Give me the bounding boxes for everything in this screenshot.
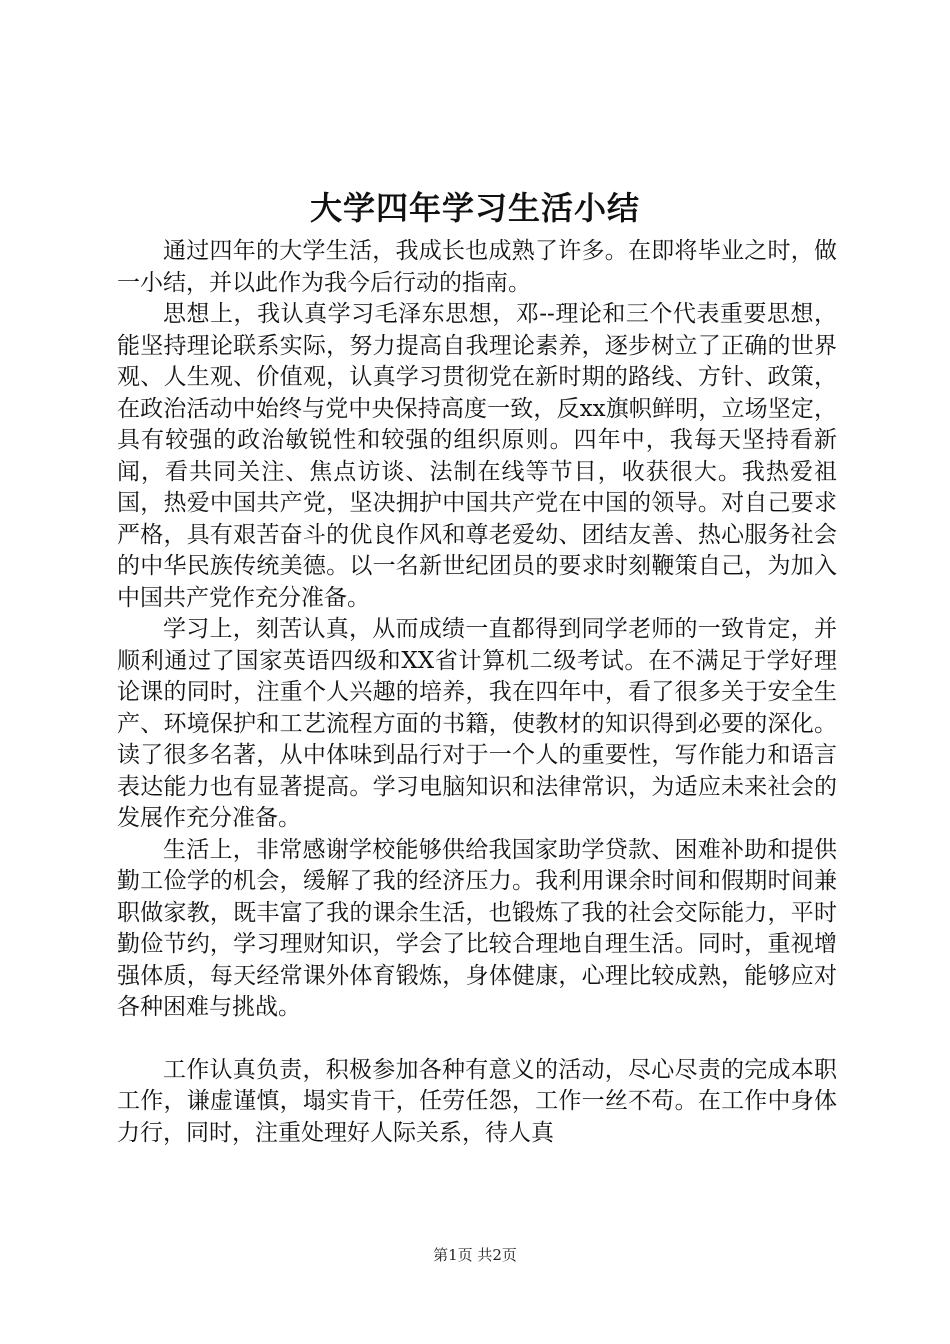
paragraph-ideology: 思想上，我认真学习毛泽东思想，邓--理论和三个代表重要思想，能坚持理论联系实际，努力提高自我理论素养，逐步树立了正确的世界观、人生观、价值观，认真学习贯彻党在新时期的路线、方针、政策，在政治活动中始终与党中央保持高度一致，反xx旗帜鲜明，立场坚定，具有较强的政治敏锐性和较强的组织原则。四年中，我每天坚持看新闻，看共同关注、焦点访谈、法制在线等节目，收获很大。我热爱祖国，热爱中国共产党，坚决拥护中国共产党在中国的领导。对自己要求严格，具有艰苦奋斗的优良作风和尊老爱幼、团结友善、热心服务社会的中华民族传统美德。以一名新世纪团员的要求时刻鞭策自己，为加入中国共产党作充分准备。 xyxy=(117,301,837,611)
paragraph-intro: 通过四年的大学生活，我成长也成熟了许多。在即将毕业之时，做一小结，并以此作为我今后行动的指南。 xyxy=(117,238,837,296)
document-title: 大学四年学习生活小结 xyxy=(309,189,640,227)
page-footer: 第1页 共2页 xyxy=(433,1246,517,1264)
paragraph-work: 工作认真负责，积极参加各种有意义的活动，尽心尽责的完成本职工作，谦虚谨慎，塌实肯干，任劳任怨，工作一丝不苟。在工作中身体力行，同时，注重处理好人际关系，待人真 xyxy=(117,1056,837,1146)
document-body xyxy=(117,236,837,1149)
paragraph-study: 学习上，刻苦认真，从而成绩一直都得到同学老师的一致肯定，并顺利通过了国家英语四级和XX省计算机二级考试。在不满足于学好理论课的同时，注重个人兴趣的培养，我在四年中，看了很多关于安全生产、环境保护和工艺流程方面的书籍，使教材的知识得到必要的深化。读了很多名著，从中体味到品行对于一个人的重要性，写作能力和语言表达能力也有显著提高。学习电脑知识和法律常识，为适应未来社会的发展作充分准备。 xyxy=(117,616,837,831)
paragraph-life: 生活上，非常感谢学校能够供给我国家助学贷款、困难补助和提供勤工俭学的机会，缓解了我的经济压力。我利用课余时间和假期时间兼职做家教，既丰富了我的课余生活，也锻炼了我的社会交际能力，平时勤俭节约，学习理财知识，学会了比较合理地自理生活。同时，重视增强体质，每天经常课外体育锻炼，身体健康，心理比较成熟，能够应对各种困难与挑战。 xyxy=(117,836,837,1020)
